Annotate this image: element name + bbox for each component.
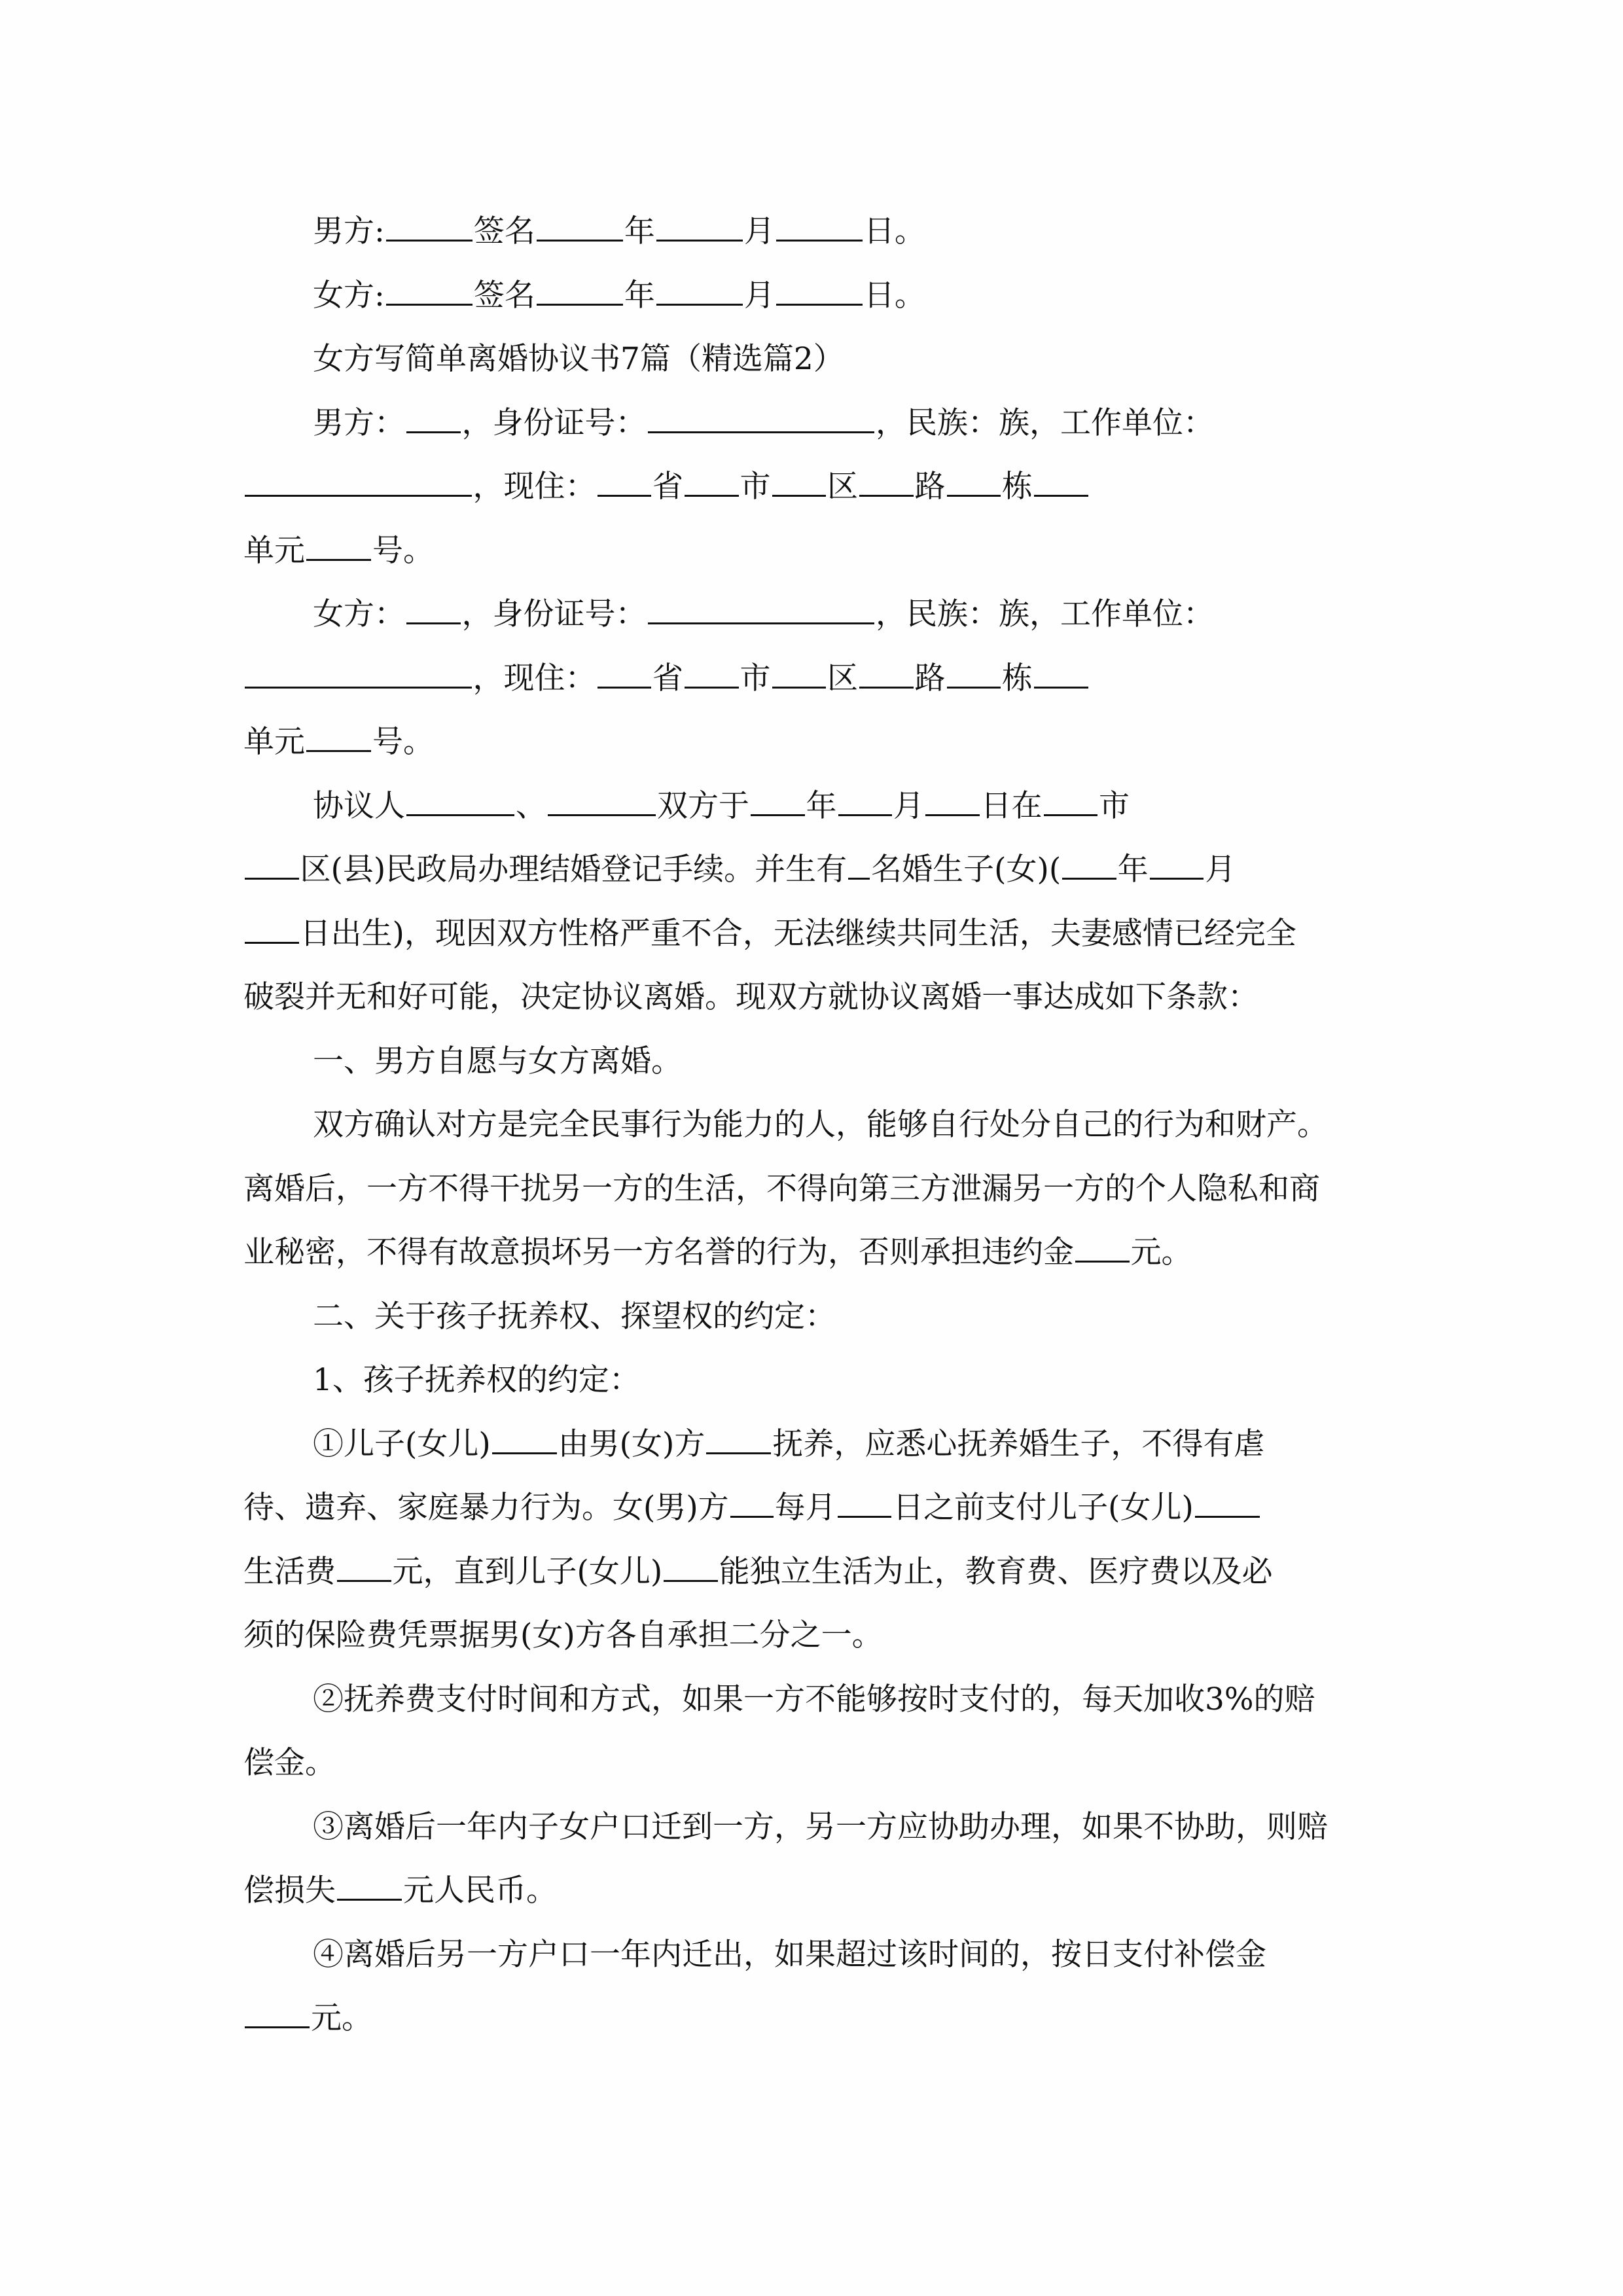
fill-in-blank[interactable]	[1195, 1492, 1260, 1518]
fill-in-blank[interactable]	[386, 216, 473, 242]
fill-in-blank[interactable]	[306, 726, 371, 752]
document-line: ，现住： 省 市 区 路 栋	[243, 455, 1389, 519]
fill-in-blank[interactable]	[306, 535, 371, 561]
document-line: 协议人 、 双方于 年 月 日在 市	[313, 787, 1130, 824]
document-line: 女方： ，身份证号： ，民族：族，工作单位：	[313, 596, 1214, 632]
fill-in-blank[interactable]	[648, 408, 875, 433]
document-line: ，现住： 省 市 区 路 栋	[243, 647, 1389, 711]
fill-in-blank[interactable]	[664, 1556, 718, 1582]
fill-in-blank[interactable]	[245, 471, 472, 497]
fill-in-blank[interactable]	[859, 471, 914, 497]
document-line: 偿损失 元人民币。	[243, 1873, 557, 1909]
fill-in-blank[interactable]	[337, 1556, 391, 1582]
fill-in-blank[interactable]	[1150, 854, 1204, 880]
fill-in-blank[interactable]	[685, 663, 739, 689]
document-line: 一、男方自愿与女方离婚。	[313, 1043, 682, 1079]
fill-in-blank[interactable]	[848, 854, 870, 880]
document-line: 元。	[243, 1986, 1389, 2051]
fill-in-blank[interactable]	[859, 663, 914, 689]
fill-in-blank[interactable]	[1034, 663, 1088, 689]
fill-in-blank[interactable]	[730, 1492, 774, 1518]
fill-in-blank[interactable]	[751, 791, 805, 816]
fill-in-blank[interactable]	[648, 599, 875, 624]
document-line: 女方: 签名 年 月 日。	[313, 277, 925, 314]
document-line: 二、关于孩子抚养权、探望权的约定：	[313, 1298, 836, 1335]
document-line: ④离婚后另一方户口一年内迁出，如果超过该时间的，按日支付补偿金	[313, 1936, 1266, 1973]
fill-in-blank[interactable]	[337, 1875, 402, 1901]
document-line: 男方： ，身份证号： ，民族：族，工作单位：	[313, 404, 1214, 441]
document-line: ③离婚后一年内子女户口迁到一方，另一方应协助办理，如果不协助，则赔	[313, 1808, 1328, 1845]
document-line: 区(县)民政局办理结婚登记手续。并生有 名婚生子(女)( 年 月	[243, 838, 1389, 902]
fill-in-blank[interactable]	[838, 1492, 892, 1518]
fill-in-blank[interactable]	[685, 471, 739, 497]
fill-in-blank[interactable]	[492, 1429, 557, 1454]
fill-in-blank[interactable]	[597, 663, 652, 689]
document-line: 须的保险费凭票据男(女)方各自承担二分之一。	[243, 1617, 883, 1653]
fill-in-blank[interactable]	[245, 918, 299, 944]
fill-in-blank[interactable]	[548, 791, 656, 816]
fill-in-blank[interactable]	[406, 791, 514, 816]
fill-in-blank[interactable]	[597, 471, 652, 497]
document-line: 离婚后，一方不得干扰另一方的生活，不得向第三方泄漏另一方的个人隐私和商	[243, 1170, 1320, 1207]
document-line: 业秘密，不得有故意损坏另一方名誉的行为，否则承担违约金 元。	[243, 1234, 1192, 1270]
document-line: 1、孩子抚养权的约定：	[313, 1362, 640, 1398]
document-body	[243, 200, 1389, 2051]
fill-in-blank[interactable]	[925, 791, 980, 816]
fill-in-blank[interactable]	[406, 599, 461, 624]
fill-in-blank[interactable]	[947, 471, 1001, 497]
fill-in-blank[interactable]	[776, 280, 863, 306]
fill-in-blank[interactable]	[1075, 1237, 1130, 1263]
fill-in-blank[interactable]	[656, 280, 743, 306]
fill-in-blank[interactable]	[947, 663, 1001, 689]
fill-in-blank[interactable]	[537, 216, 623, 242]
document-line: 单元 号。	[243, 724, 434, 760]
fill-in-blank[interactable]	[386, 280, 473, 306]
fill-in-blank[interactable]	[772, 663, 827, 689]
fill-in-blank[interactable]	[245, 663, 472, 689]
document-line: 单元 号。	[243, 532, 434, 569]
document-line: ②抚养费支付时间和方式，如果一方不能够按时支付的，每天加收3%的赔	[313, 1681, 1315, 1717]
fill-in-blank[interactable]	[1062, 854, 1116, 880]
document-line: 破裂并无和好可能，决定协议离婚。现双方就协议离婚一事达成如下条款：	[243, 979, 1258, 1015]
document-line: 待、遗弃、家庭暴力行为。女(男)方 每月 日之前支付儿子(女儿)	[243, 1476, 1389, 1540]
fill-in-blank[interactable]	[537, 280, 623, 306]
document-line: 偿金。	[243, 1745, 336, 1781]
fill-in-blank[interactable]	[772, 471, 827, 497]
fill-in-blank[interactable]	[1034, 471, 1088, 497]
fill-in-blank[interactable]	[245, 854, 299, 880]
document-line: 双方确认对方是完全民事行为能力的人，能够自行处分自己的行为和财产。	[313, 1107, 1328, 1143]
document-line: ①儿子(女儿) 由男(女)方 抚养，应悉心抚养婚生子，不得有虐	[313, 1426, 1265, 1462]
document-line: 日出生)，现因双方性格严重不合，无法继续共同生活，夫妻感情已经完全	[243, 902, 1389, 966]
fill-in-blank[interactable]	[1044, 791, 1098, 816]
document-line: 女方写简单离婚协议书7篇（精选篇2）	[313, 341, 844, 377]
document-line: 男方: 签名 年 月 日。	[313, 213, 925, 249]
fill-in-blank[interactable]	[838, 791, 893, 816]
fill-in-blank[interactable]	[706, 1429, 771, 1454]
fill-in-blank[interactable]	[776, 216, 863, 242]
document-line: 生活费 元，直到儿子(女儿) 能独立生活为止，教育费、医疗费以及必	[243, 1553, 1273, 1590]
fill-in-blank[interactable]	[245, 2003, 310, 2028]
fill-in-blank[interactable]	[406, 408, 461, 433]
fill-in-blank[interactable]	[656, 216, 743, 242]
